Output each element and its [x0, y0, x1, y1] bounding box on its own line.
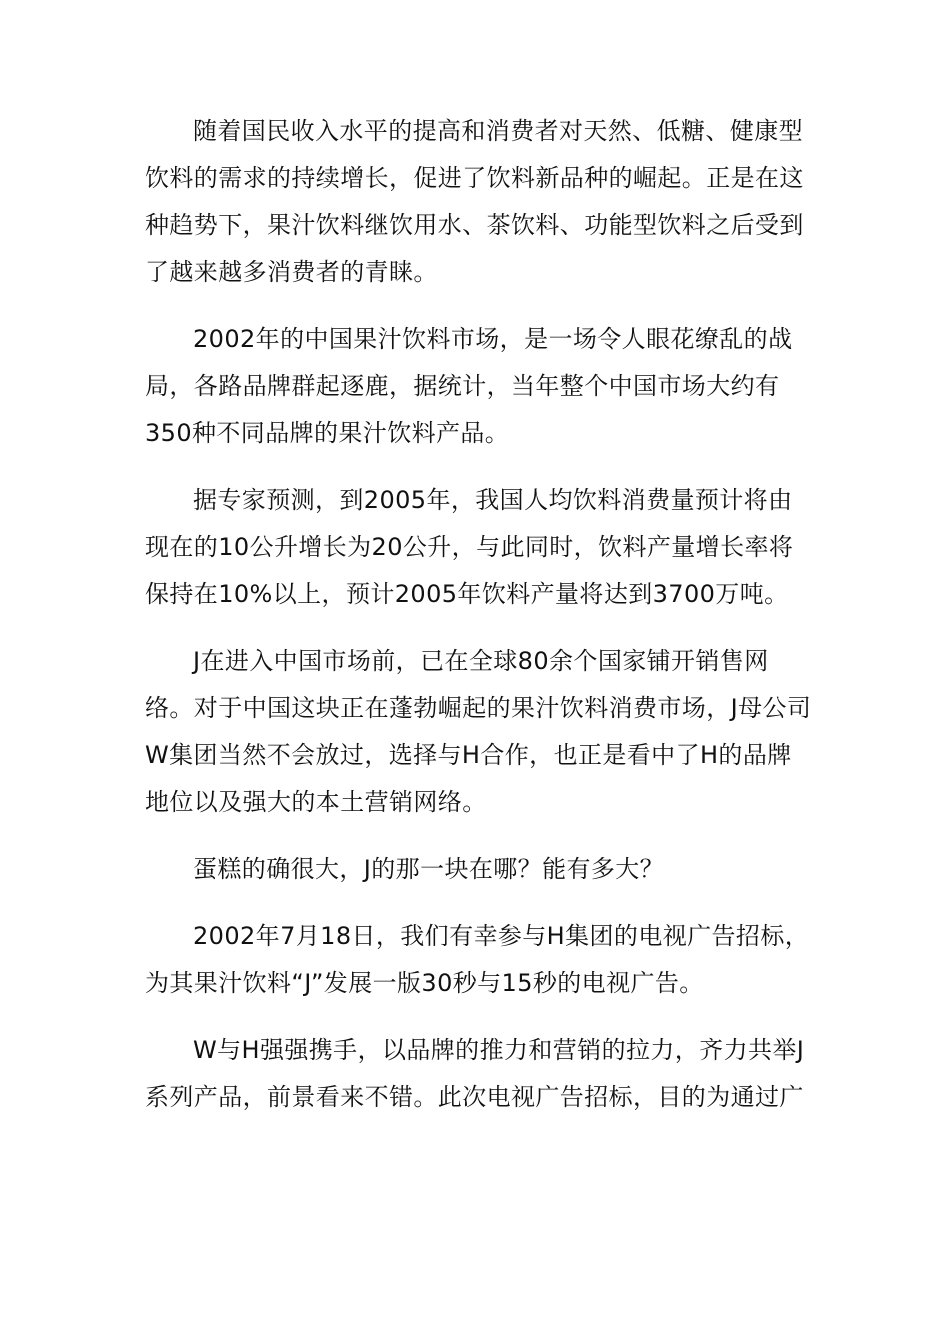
paragraph-j-global-network: J在进入中国市场前，已在全球80余个国家铺开销售网络。对于中国这块正在蓬勃崛起的果汁饮料消费市场，J母公司W集团当然不会放过，选择与H合作，也正是看中了H的品牌地位以及强大的本土营销网络。	[145, 647, 812, 816]
paragraph-expert-forecast: 据专家预测，到2005年，我国人均饮料消费量预计将由现在的10公升增长为20公升，与此同时，饮料产量增长率将保持在10%以上，预计2005年饮料产量将达到3700万吨。	[145, 486, 794, 608]
paragraph-market-2002: 2002年的中国果汁饮料市场，是一场令人眼花缭乱的战局，各路品牌群起逐鹿，据统计，当年整个中国市场大约有350种不同品牌的果汁饮料产品。	[145, 325, 793, 447]
paragraph-cake-question: 蛋糕的确很大，J的那一块在哪？能有多大？	[193, 855, 665, 883]
paragraph-tv-ad-bid: 2002年7月18日，我们有幸参与H集团的电视广告招标，为其果汁饮料“J”发展一版30秒与15秒的电视广告。	[145, 922, 810, 997]
document-body	[145, 108, 815, 1121]
paragraph-consumer-trend: 随着国民收入水平的提高和消费者对天然、低糖、健康型饮料的需求的持续增长，促进了饮料新品种的崛起。正是在这种趋势下，果汁饮料继饮用水、茶饮料、功能型饮料之后受到了越来越多消费者的青睐。	[145, 117, 804, 286]
paragraph-w-h-partnership: W与H强强携手，以品牌的推力和营销的拉力，齐力共举J系列产品，前景看来不错。此次电视广告招标，目的为通过广	[145, 1036, 805, 1111]
